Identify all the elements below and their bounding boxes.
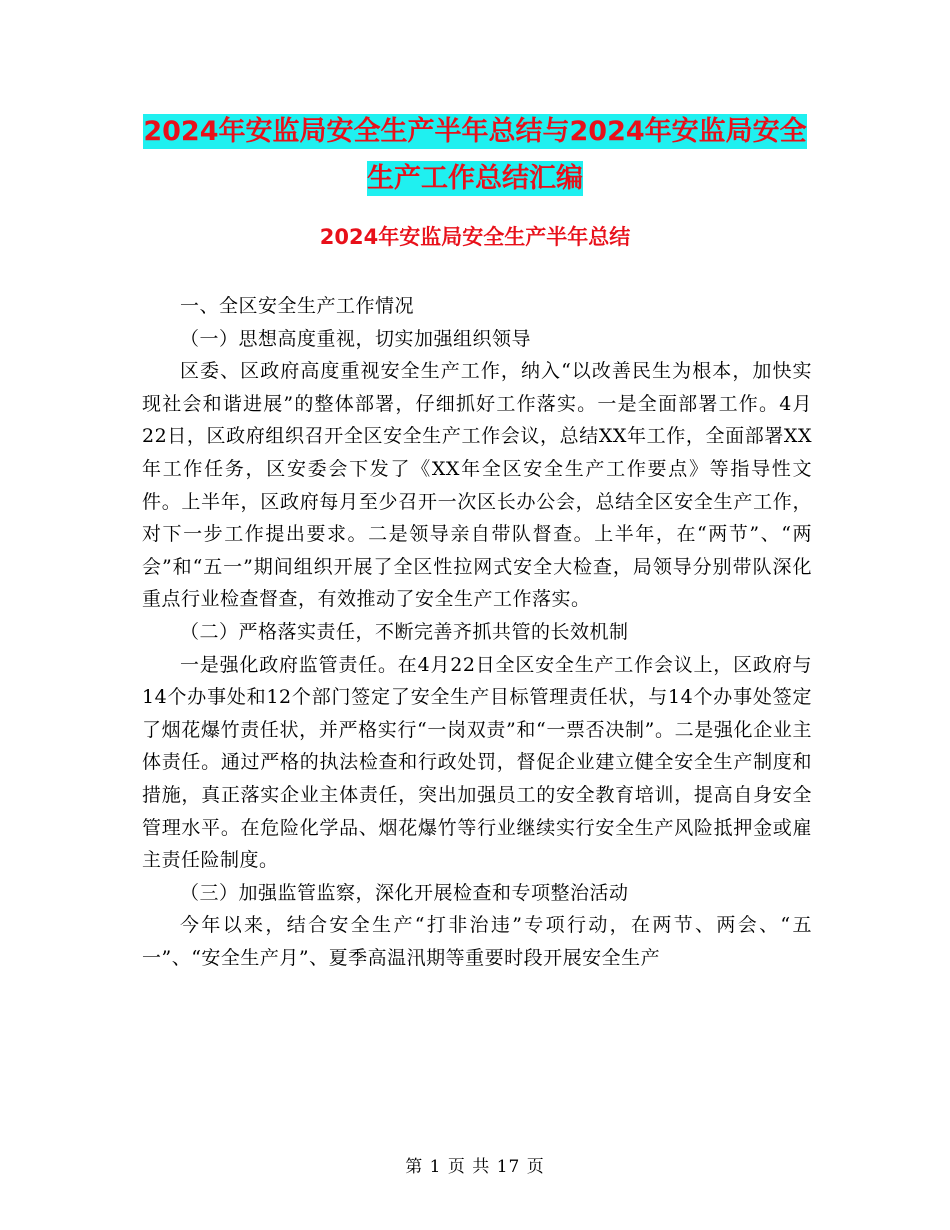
paragraph-1: 区委、区政府高度重视安全生产工作，纳入“以改善民生为根本，加快实现社会和谐进展”的整体部署，仔细抓好工作落实。一是全面部署工作。4月22日，区政府组织召开全区安全生产工作会议，总结XX年工作，全面部署XX年工作任务，区安委会下发了《XX年全区安全生产工作要点》等指导性文件。上半年，区政府每月至少召开一次区长办公会，总结全区安全生产工作，对下一步工作提出要求。二是领导亲自带队督查。上半年，在“两节”、“两会”和“五一”期间组织开展了全区性拉网式安全大检查，局领导分别带队深化重点行业检查督查，有效推动了安全生产工作落实。 — [142, 360, 812, 611]
subheading-3: （三）加强监管监察，深化开展检查和专项整治活动 — [180, 881, 629, 904]
paragraph-3: 今年以来，结合安全生产“打非治违”专项行动，在两节、两会、“五一”、“安全生产月”、夏季高温汛期等重要时段开展安全生产 — [142, 914, 812, 969]
document-body — [142, 290, 812, 974]
title-line-2: 生产工作总结汇编 — [367, 163, 583, 194]
title-line-1: 2024年安监局安全生产半年总结与2024年安监局安全 — [143, 116, 807, 147]
section-title: 2024年安监局安全生产半年总结 — [319, 225, 631, 249]
document-title — [140, 108, 810, 202]
subheading-2: （二）严格落实责任，不断完善齐抓共管的长效机制 — [180, 620, 629, 643]
page-footer: 第 1 页 共 17 页 — [405, 1157, 545, 1177]
heading-1: 一、全区安全生产工作情况 — [180, 295, 415, 317]
subheading-1: （一）思想高度重视，切实加强组织领导 — [180, 327, 532, 350]
paragraph-2: 一是强化政府监管责任。在4月22日全区安全生产工作会议上，区政府与14个办事处和12个部门签定了安全生产目标管理责任状，与14个办事处签定了烟花爆竹责任状，并严格实行“一岗双责”和“一票否决制”。二是强化企业主体责任。通过严格的执法检查和行政处罚，督促企业建立健全安全生产制度和措施，真正落实企业主体责任，突出加强员工的安全教育培训，提高自身安全管理水平。在危险化学品、烟花爆竹等行业继续实行安全生产风险抵押金或雇主责任险制度。 — [142, 653, 812, 872]
